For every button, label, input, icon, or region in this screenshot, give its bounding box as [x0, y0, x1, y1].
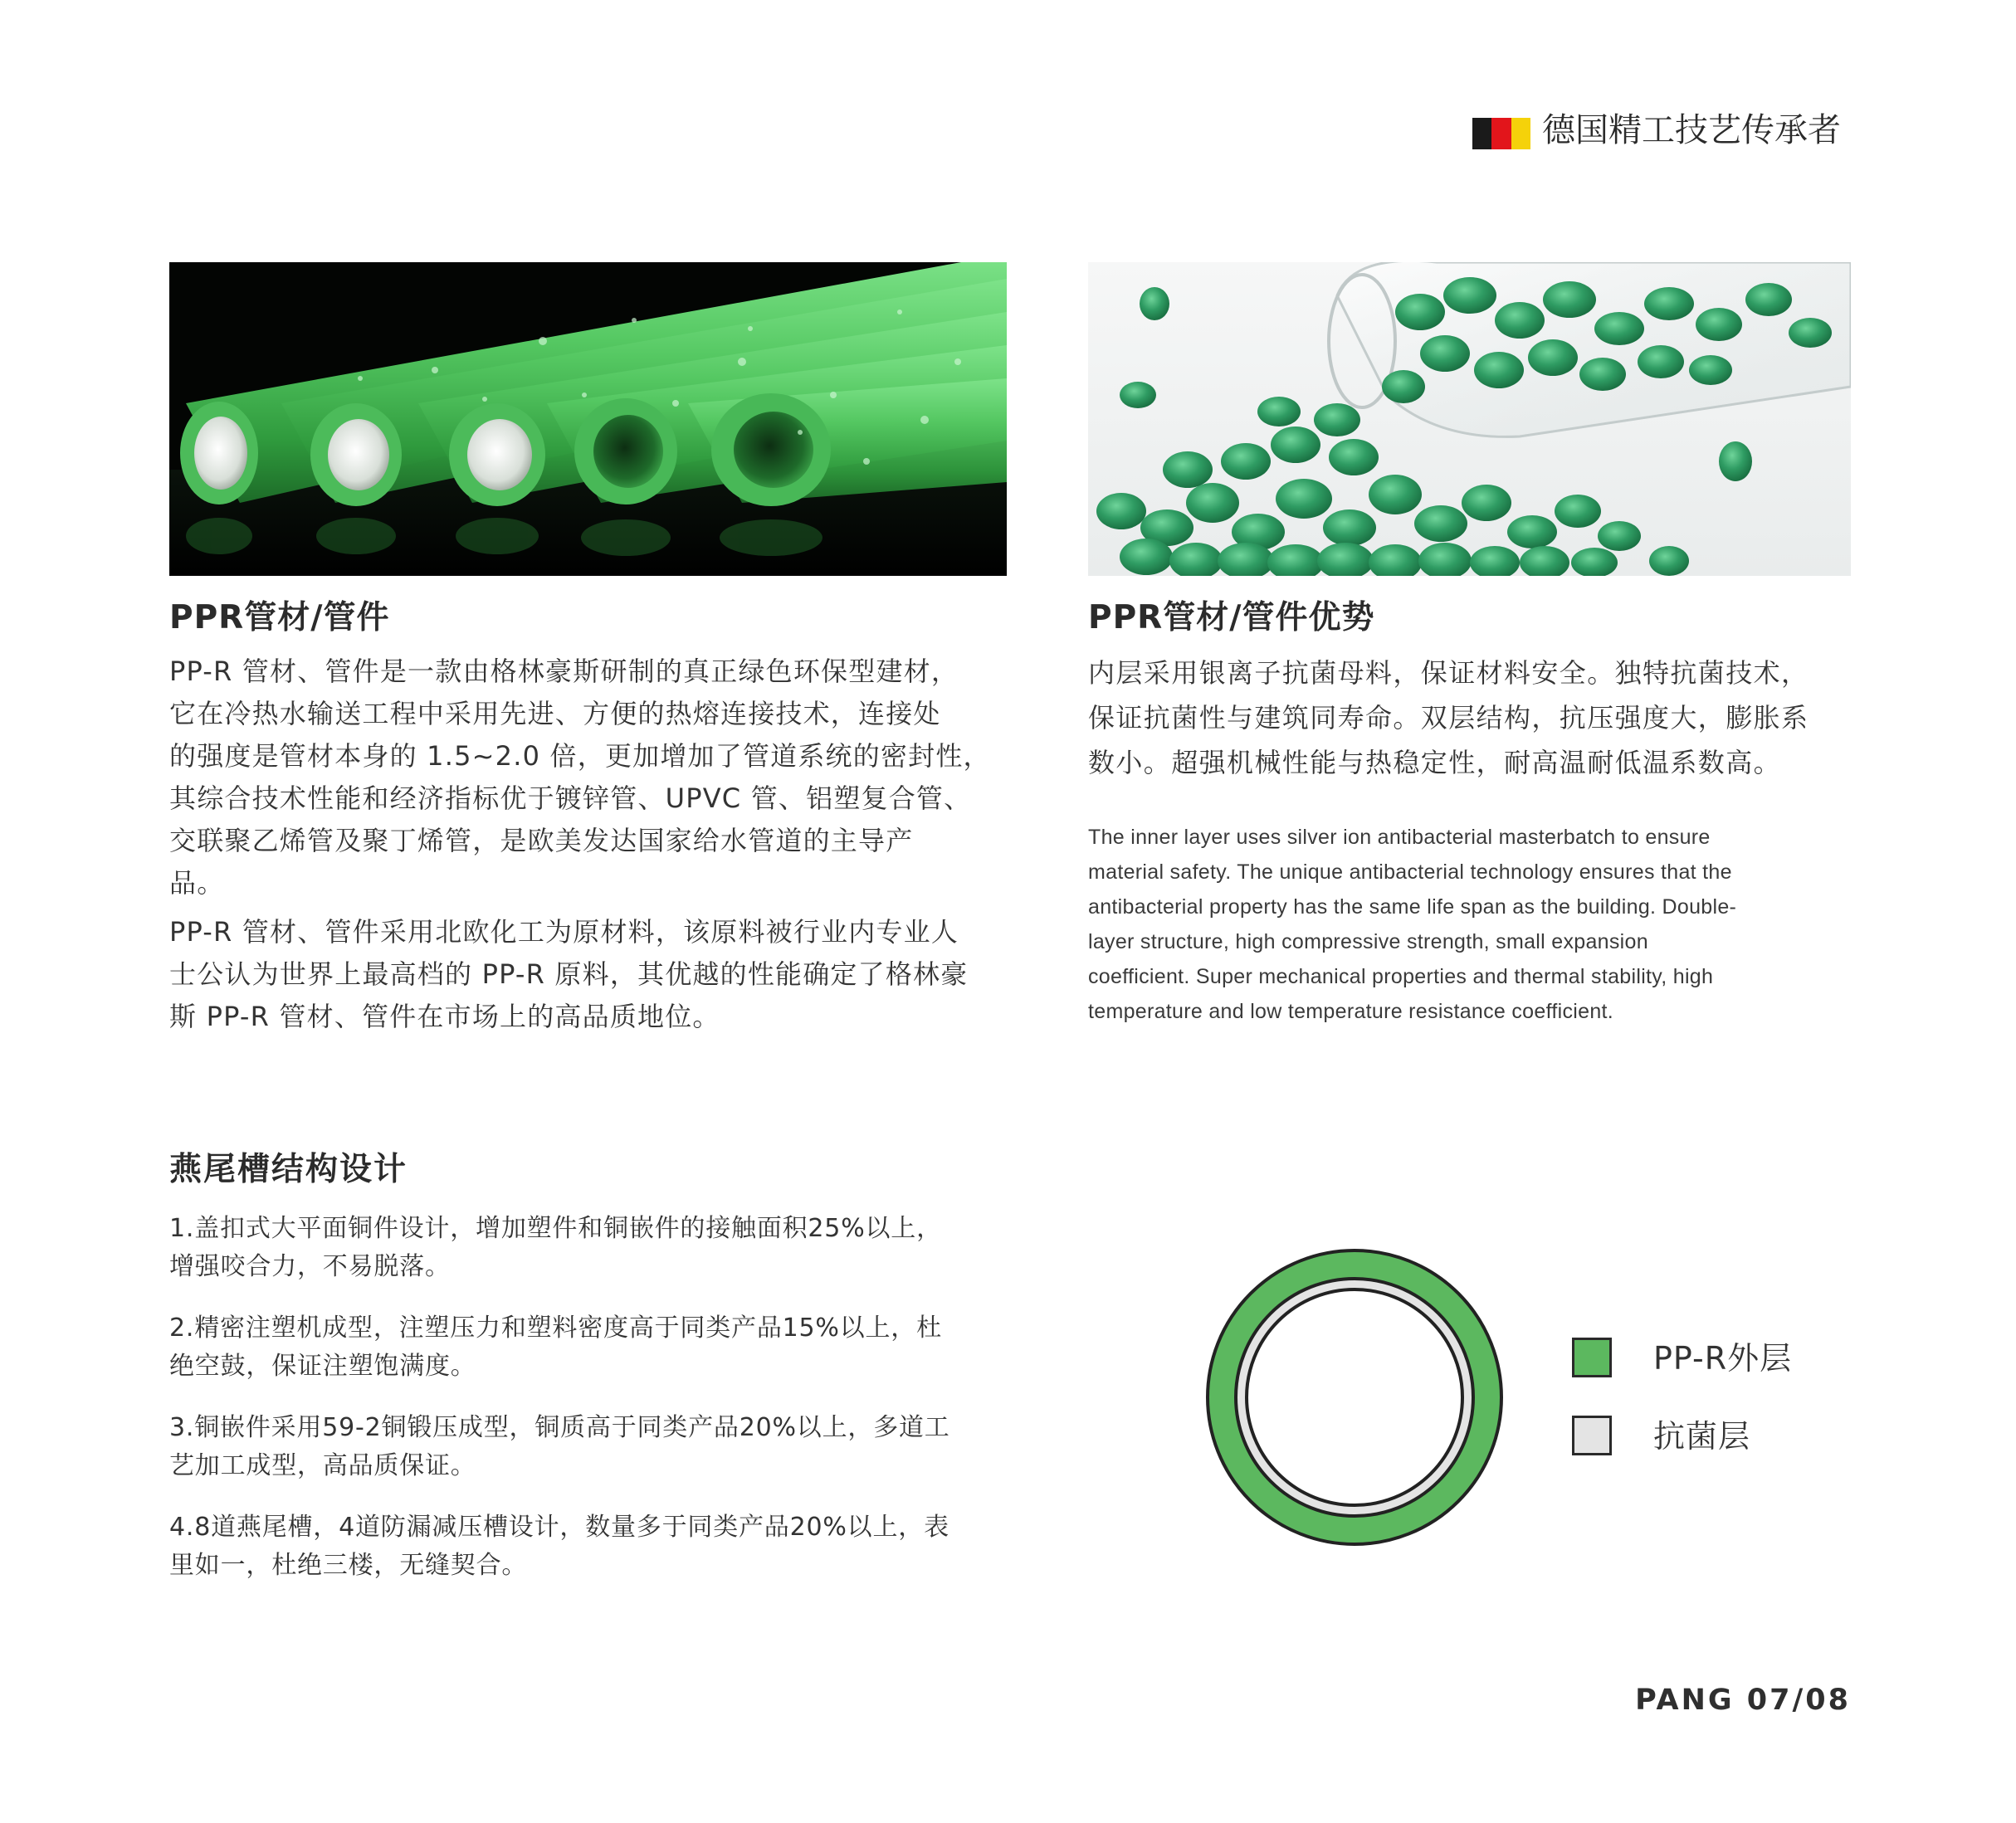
german-flag-icon	[1472, 118, 1530, 149]
feature-item	[169, 1409, 1008, 1485]
legend-inner-swatch	[1572, 1416, 1612, 1455]
feature-line: 艺加工成型，高品质保证。	[169, 1451, 476, 1480]
advantages-cn-paragraph	[1088, 651, 1851, 785]
dovetail-section-title: 燕尾槽结构设计	[169, 1151, 408, 1188]
ppr-section-title: PPR管材/管件	[169, 599, 390, 636]
advantages-cn-line: 保证抗菌性与建筑同寿命。双层结构，抗压强度大，膨胀系	[1088, 702, 1809, 734]
pipe-cross-section-diagram	[1205, 1248, 1504, 1547]
ppr-intro-line: PP-R 管材、管件是一款由格林豪斯研制的真正绿色环保型建材，	[169, 656, 959, 687]
ppr-intro-line: 它在冷热水输送工程中采用先进、方便的热熔连接技术，连接处	[169, 698, 941, 729]
flag-gold-stripe	[1511, 118, 1530, 149]
feature-line: 2.精密注塑机成型，注塑压力和塑料密度高于同类产品15%以上，杜	[169, 1314, 942, 1343]
ppr-intro-line: 的强度是管材本身的 1.5~2.0 倍，更加增加了管道系统的密封性，	[169, 740, 991, 772]
advantages-cn-line: 数小。超强机械性能与热稳定性，耐高温耐低温系数高。	[1088, 747, 1782, 778]
advantages-en-line: temperature and low temperature resistance coefficient.	[1088, 1000, 1614, 1023]
advantages-cn-line: 内层采用银离子抗菌母料，保证材料安全。独特抗菌技术，	[1088, 657, 1809, 689]
ppr-intro-paragraph	[169, 651, 1008, 904]
page-number: PANG 07/08	[1635, 1684, 1851, 1717]
legend-inner-label: 抗菌层	[1653, 1418, 1751, 1455]
legend-outer-swatch	[1572, 1338, 1612, 1377]
green-granules-photo	[1088, 262, 1851, 576]
flag-red-stripe	[1491, 118, 1511, 149]
advantages-en-line: The inner layer uses silver ion antibacterial masterbatch to ensure	[1088, 826, 1711, 849]
ppr-intro-line: 其综合技术性能和经济指标优于镀锌管、UPVC 管、铝塑复合管、	[169, 782, 972, 814]
feature-item	[169, 1309, 1008, 1386]
page-header	[1472, 106, 1851, 156]
ppr-material-line: PP-R 管材、管件采用北欧化工为原材料，该原料被行业内专业人	[169, 916, 959, 948]
feature-item	[169, 1509, 1008, 1585]
feature-line: 1.盖扣式大平面铜件设计，增加塑件和铜嵌件的接触面积25%以上，	[169, 1214, 942, 1243]
feature-line: 里如一，杜绝三楼，无缝契合。	[169, 1551, 528, 1580]
feature-line: 4.8道燕尾槽，4道防漏减压槽设计，数量多于同类产品20%以上，表	[169, 1513, 949, 1542]
advantages-en-line: coefficient. Super mechanical properties and thermal stability, high	[1088, 965, 1714, 988]
advantages-en-line: antibacterial property has the same life span as the building. Double-	[1088, 895, 1737, 919]
advantages-en-paragraph	[1088, 820, 1851, 1029]
feature-line: 3.铜嵌件采用59-2铜锻压成型，铜质高于同类产品20%以上，多道工	[169, 1413, 950, 1442]
pipe-bore	[1247, 1289, 1462, 1505]
ppr-material-line: 斯 PP-R 管材、管件在市场上的高品质地位。	[169, 1001, 720, 1032]
feature-line: 增强咬合力，不易脱落。	[169, 1252, 451, 1281]
ppr-pipes-photo	[169, 262, 1007, 576]
ppr-intro-line: 品。	[169, 867, 225, 899]
ppr-intro-line: 交联聚乙烯管及聚丁烯管，是欧美发达国家给水管道的主导产	[169, 825, 914, 856]
advantages-en-line: material safety. The unique antibacterial technology ensures that the	[1088, 860, 1732, 884]
flag-black-stripe	[1472, 118, 1491, 149]
advantages-section-title: PPR管材/管件优势	[1088, 599, 1375, 636]
legend-outer-label: PP-R外层	[1653, 1340, 1793, 1377]
advantages-en-line: layer structure, high compressive strength, small expansion	[1088, 930, 1648, 953]
feature-item	[169, 1210, 1008, 1286]
ppr-material-line: 士公认为世界上最高档的 PP-R 原料，其优越的性能确定了格林豪	[169, 958, 969, 990]
brand-tagline: 德国精工技艺传承者	[1542, 111, 1841, 149]
feature-line: 绝空鼓，保证注塑饱满度。	[169, 1352, 476, 1381]
ppr-material-paragraph	[169, 911, 1008, 1038]
